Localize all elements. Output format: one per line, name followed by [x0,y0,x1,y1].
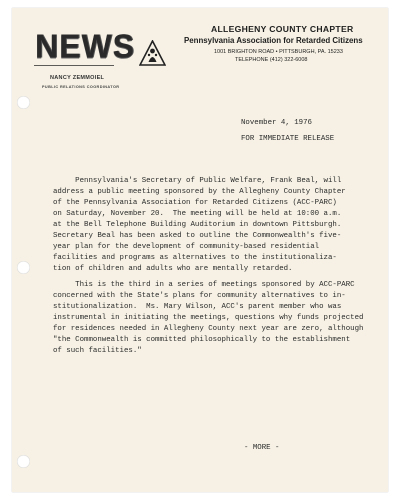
body-line: "the Commonwealth is committed philosophically to the establishment [53,336,351,344]
punch-hole [17,261,30,274]
press-release-body [53,176,373,357]
body-line: This is the third in a series of meetings sponsored by ACC-PARC [53,281,355,289]
news-logo: NEWS [35,27,135,65]
parc-emblem-icon [139,40,166,67]
body-line: Pennsylvania's Secretary of Public Welfare, Frank Beal, will [53,177,342,185]
more-continuation: - MORE - [244,444,280,452]
body-line: stitutionalization. Ms. Mary Wilson, ACC's parent member who was [53,303,342,311]
body-line: year plan for the development of community-based residential [53,243,320,251]
punch-hole [17,455,30,468]
body-line: concerned with the State's plans for community alternatives to in- [53,292,346,300]
body-line: of such facilities." [53,347,142,355]
body-line: instrumental in initiating the meetings, questions why funds projected [53,314,364,322]
body-line: at the Bell Telephone Building Auditorium in downtown Pittsburgh. [53,221,342,229]
body-line: of the Pennsylvania Association for Retarded Citizens (ACC-PARC) [53,199,337,207]
org-association: Pennsylvania Association for Retarded Citizens [184,36,363,45]
release-date: November 4, 1976 [241,119,312,127]
body-line: Secretary Beal has been asked to outline the Commonwealth's five- [53,232,342,240]
org-phone: TELEPHONE (412) 322-6008 [235,57,308,63]
paragraph-2 [53,280,373,357]
body-line: tion of children and adults who are mentally retarded. [53,265,293,273]
organization-header [184,24,394,63]
body-line: for residences needed in Allegheny County next year are zero, although [53,325,364,333]
body-line: facilities and programs as alternatives to the institutionaliza- [53,254,337,262]
body-line: on Saturday, November 20. The meeting will be held at 10:00 a.m. [53,210,342,218]
release-status: FOR IMMEDIATE RELEASE [241,135,335,143]
org-chapter: ALLEGHENY COUNTY CHAPTER [211,24,354,34]
contact-name: NANCY ZEMMOIEL [50,75,105,81]
body-line: address a public meeting sponsored by the Allegheny County Chapter [53,188,346,196]
document-page [12,8,388,492]
punch-hole [17,96,30,109]
contact-title: PUBLIC RELATIONS COORDINATOR [42,85,120,89]
org-address: 1001 BRIGHTON ROAD • PITTSBURGH, PA. 15233 [214,49,343,55]
paragraph-1 [53,176,373,275]
